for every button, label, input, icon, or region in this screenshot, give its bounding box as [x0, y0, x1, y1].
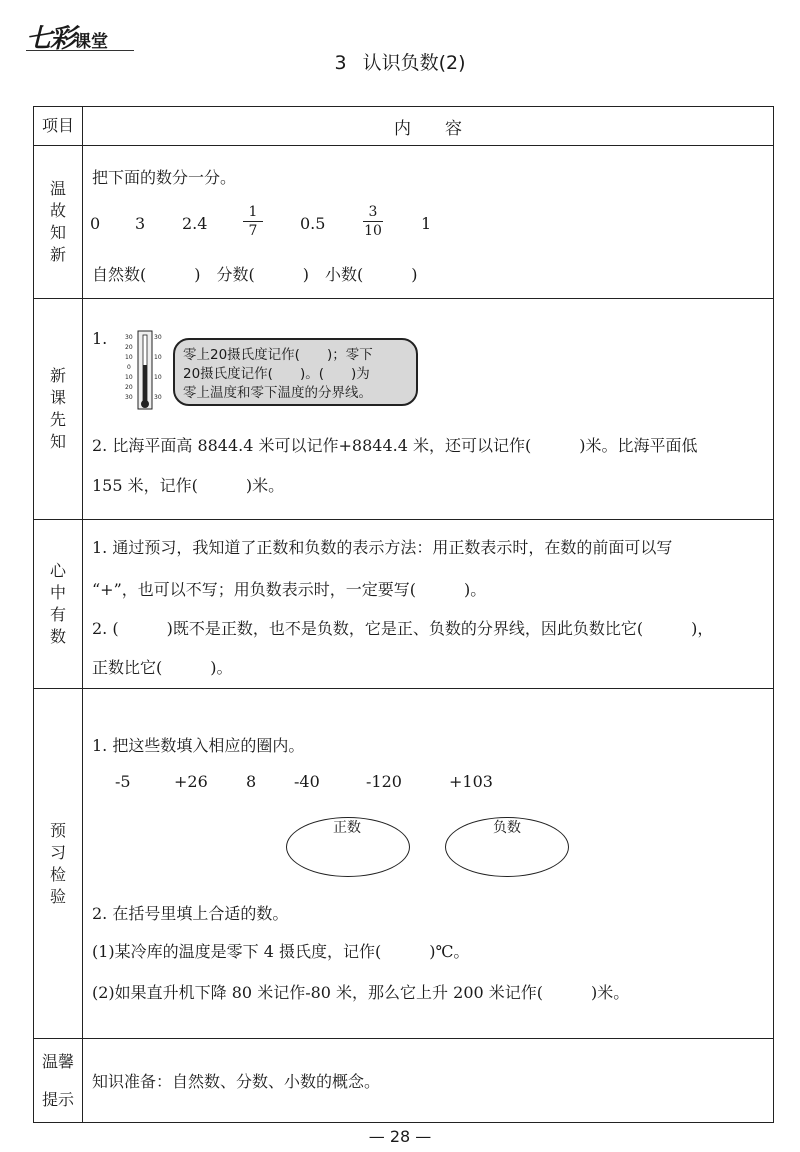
negative-circle-label: 负数 [493, 820, 521, 836]
bubble-line-2: 20摄氏度记作( )。( )为 [183, 366, 370, 382]
thermometer-image [125, 329, 165, 411]
mind-label: 心中有数 [34, 520, 83, 689]
fraction-1-bar [243, 221, 263, 222]
bubble-line-1: 零上20摄氏度记作( )；零下 [183, 347, 373, 363]
tip-row [34, 1039, 774, 1123]
check-number-pos26: +26 [174, 772, 208, 791]
check-q2-part-2: (2)如果直升机下降 80 米记作-80 米，那么它上升 200 米记作( )米。 [92, 983, 630, 1002]
fraction-2-numerator: 3 [368, 204, 378, 220]
fraction-1-7 [243, 204, 263, 239]
logo-small-text: 课堂 [74, 32, 109, 52]
preview-q2-line-1: 2. 比海平面高 8844.4 米可以记作+8844.4 米，还可以记作( )米。比海平面低 [92, 436, 698, 455]
check-number-pos103: +103 [449, 772, 493, 791]
thermometer-bulb [141, 400, 149, 408]
thermo-left-tick-30: 30 [125, 334, 133, 341]
check-label: 预习检验 [34, 689, 83, 1039]
thermo-left-tick-0: 0 [127, 364, 131, 371]
positive-circle-label: 正数 [333, 820, 361, 836]
bubble-line-3: 零上温度和零下温度的分界线。 [183, 385, 372, 401]
thermo-right-tick-10: 10 [154, 354, 162, 361]
mind-line-4: 正数比它( )。 [92, 658, 233, 677]
review-number-0-5: 0.5 [300, 214, 326, 233]
page-number: — 28 — [368, 1127, 432, 1146]
check-number-8: 8 [246, 772, 257, 791]
worksheet-table [33, 106, 774, 1123]
preview-label: 新课先知 [34, 299, 83, 520]
thermo-right-tick-neg30: 30 [154, 394, 162, 401]
tip-label-a: 温馨 [41, 1051, 74, 1071]
review-number-0: 0 [90, 214, 101, 233]
tip-label [34, 1039, 83, 1123]
header-content: 内 容 [83, 107, 774, 146]
thermo-left-tick-neg30: 30 [125, 394, 133, 401]
check-q2: 2. 在括号里填上合适的数。 [92, 904, 289, 923]
mind-content [83, 520, 774, 689]
mind-line-1: 1. 通过预习，我知道了正数和负数的表示方法：用正数表示时，在数的前面可以写 [92, 538, 673, 557]
tip-label-b: 提示 [41, 1089, 74, 1109]
header-label: 项目 [34, 107, 83, 146]
preview-row [34, 299, 774, 520]
preview-content [83, 299, 774, 520]
mind-row [34, 520, 774, 689]
review-content [83, 146, 774, 299]
mind-line-2: “+”，也可以不写；用负数表示时，一定要写( )。 [92, 580, 487, 599]
page-title [0, 48, 800, 75]
header-row [34, 107, 774, 146]
review-label: 温故知新 [34, 146, 83, 299]
preview-q1-number: 1. [92, 329, 108, 348]
thermo-left-tick-10: 10 [125, 354, 133, 361]
tip-content [83, 1039, 774, 1123]
thermo-left-tick-neg20: 20 [125, 384, 133, 391]
review-categories: 自然数( ) 分数( ) 小数( ) [92, 265, 418, 284]
thermo-left-tick-20: 20 [125, 344, 133, 351]
check-number-neg120: -120 [366, 772, 402, 791]
fraction-2-bar [363, 221, 383, 222]
tip-text: 知识准备：自然数、分数、小数的概念。 [92, 1072, 381, 1091]
mind-line-3: 2. ( )既不是正数，也不是负数，它是正、负数的分界线，因此负数比它( )， [92, 619, 714, 638]
review-number-2-4: 2.4 [182, 214, 208, 233]
fraction-2-denominator: 10 [364, 223, 382, 239]
thermo-left-tick-neg10: 10 [125, 374, 133, 381]
fraction-1-denominator: 7 [248, 223, 258, 239]
fraction-1-numerator: 1 [248, 204, 258, 220]
check-number-neg5: -5 [115, 772, 131, 791]
check-number-neg40: -40 [294, 772, 320, 791]
thermo-right-tick-30: 30 [154, 334, 162, 341]
speech-bubble [173, 338, 418, 406]
title-text: 认识负数(2) [362, 52, 466, 74]
review-row [34, 146, 774, 299]
title-number: 3 [334, 52, 347, 74]
review-instruction: 把下面的数分一分。 [92, 168, 237, 187]
check-q2-part-1: (1)某冷库的温度是零下 4 摄氏度，记作( )℃。 [92, 942, 470, 961]
review-number-1: 1 [421, 214, 432, 233]
check-content [83, 689, 774, 1039]
check-q1: 1. 把这些数填入相应的圈内。 [92, 736, 305, 755]
thermo-right-tick-neg10: 10 [154, 374, 162, 381]
thermometer-mercury [143, 365, 147, 405]
fraction-3-10 [363, 204, 383, 239]
preview-q2-line-2: 155 米，记作( )米。 [92, 476, 285, 495]
review-number-3: 3 [135, 214, 146, 233]
check-row [34, 689, 774, 1039]
logo-big-text: 七彩 [26, 24, 75, 54]
